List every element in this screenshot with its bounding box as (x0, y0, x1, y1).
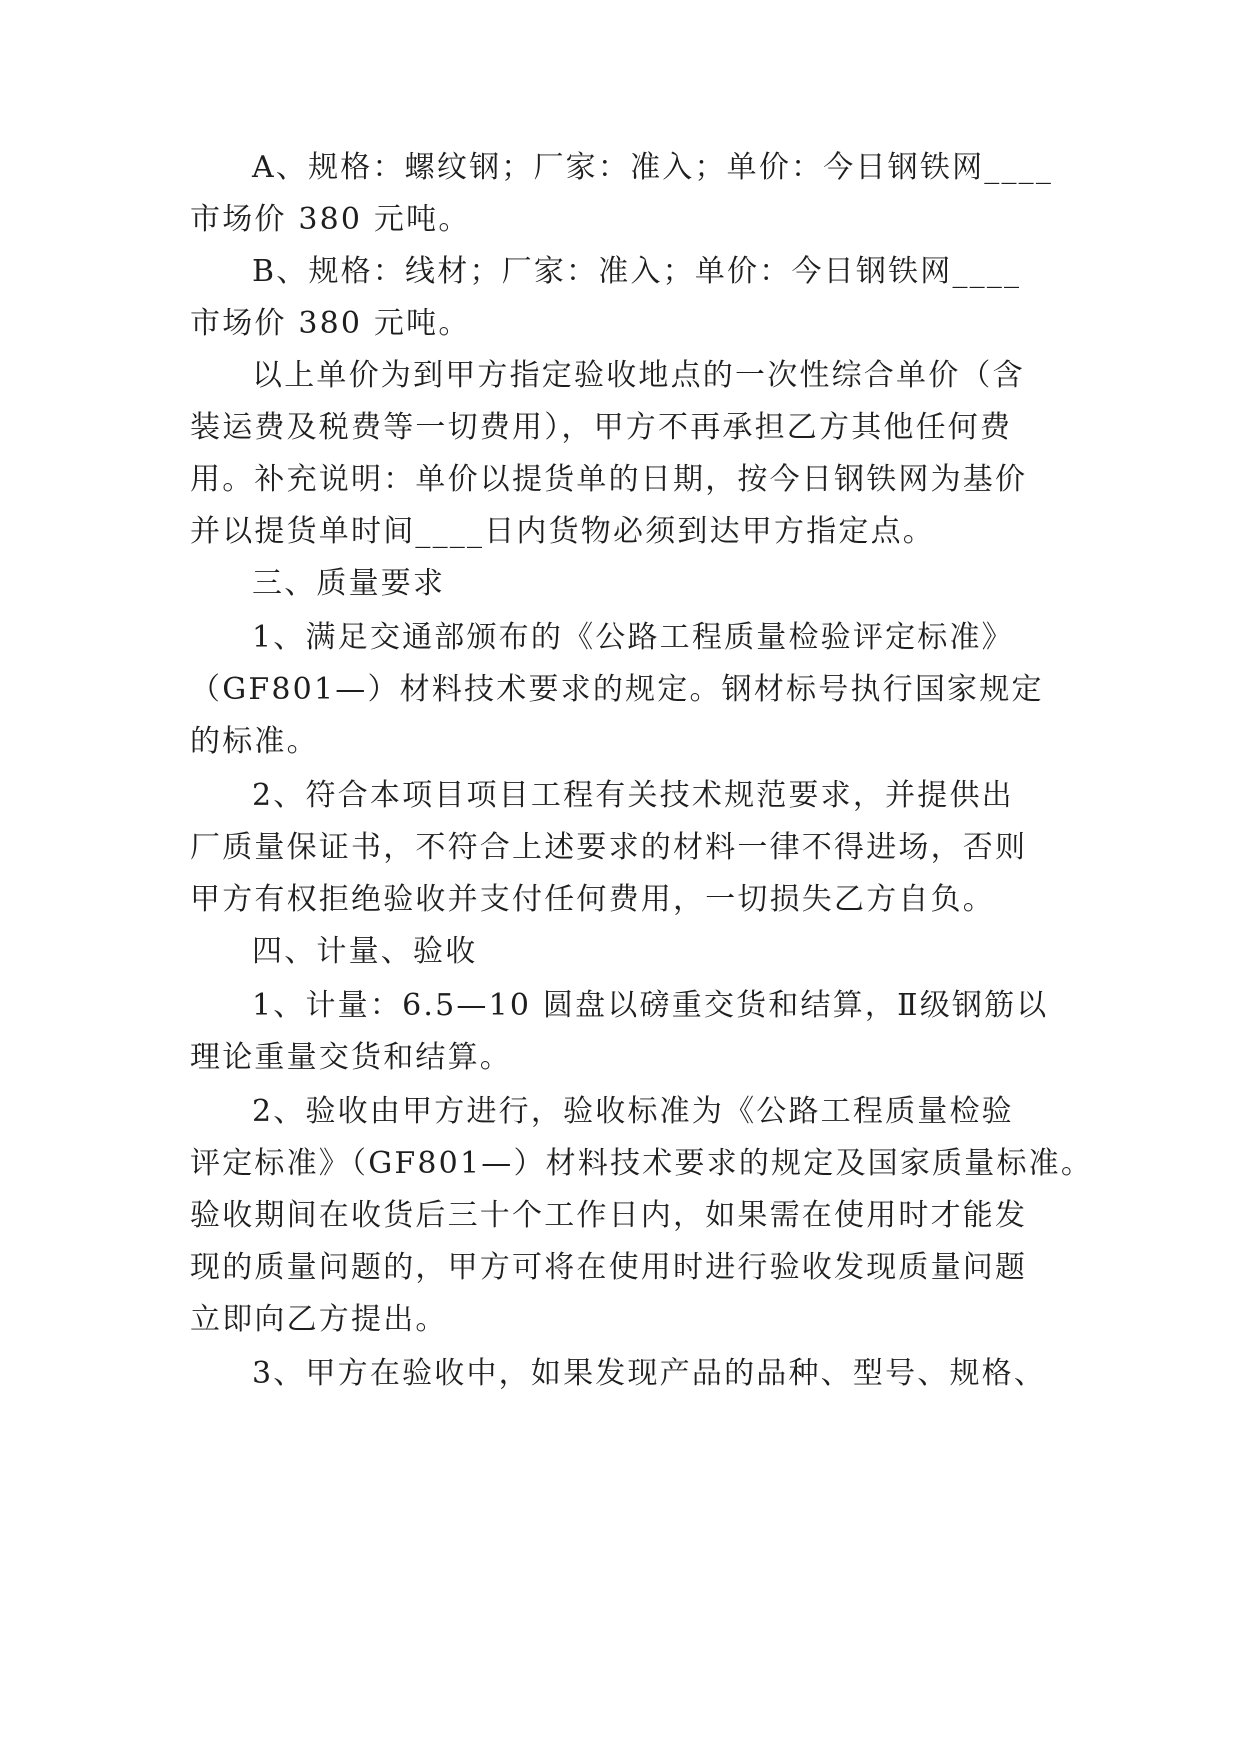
text-line: 1、满足交通部颁布的《公路工程质量检验评定标准》 (252, 620, 1014, 655)
text-line: 1、计量：6.5—10 圆盘以磅重交货和结算，Ⅱ级钢筋以 (252, 988, 1049, 1023)
text-line: 现的质量问题的，甲方可将在使用时进行验收发现质量问题 (190, 1250, 1028, 1285)
section-heading: 四、计量、验收 (252, 934, 478, 969)
section-heading: 三、质量要求 (252, 566, 446, 601)
text-line: 立即向乙方提出。 (190, 1302, 448, 1337)
text-line: 装运费及税费等一切费用），甲方不再承担乙方其他任何费 (190, 410, 1013, 445)
text-line: 2、验收由甲方进行，验收标准为《公路工程质量检验 (252, 1094, 1014, 1129)
text-line: （GF801—）材料技术要求的规定。钢材标号执行国家规定 (190, 672, 1044, 707)
text-line: 市场价 380 元吨。 (190, 306, 471, 341)
text-line: 并以提货单时间____日内货物必须到达甲方指定点。 (190, 514, 935, 549)
text-line: 理论重量交货和结算。 (190, 1040, 512, 1075)
text-line: 3、甲方在验收中，如果发现产品的品种、型号、规格、 (252, 1356, 1047, 1391)
text-line: 的标准。 (190, 724, 319, 759)
text-line: 2、符合本项目项目工程有关技术规范要求，并提供出 (252, 778, 1014, 813)
text-line: 用。补充说明：单价以提货单的日期，按今日钢铁网为基价 (190, 462, 1028, 497)
text-line: 甲方有权拒绝验收并支付任何费用，一切损失乙方自负。 (190, 882, 995, 917)
text-line: 验收期间在收货后三十个工作日内，如果需在使用时才能发 (190, 1198, 1028, 1233)
text-line: 厂质量保证书，不符合上述要求的材料一律不得进场，否则 (190, 830, 1028, 865)
text-line: B、规格：线材；厂家：准入；单价：今日钢铁网____ (252, 254, 1022, 289)
text-line: 评定标准》（GF801—）材料技术要求的规定及国家质量标准。 (190, 1146, 1094, 1181)
text-line: A、规格：螺纹钢；厂家：准入；单价：今日钢铁网____ (252, 150, 1054, 185)
text-line: 市场价 380 元吨。 (190, 202, 471, 237)
text-line: 以上单价为到甲方指定验收地点的一次性综合单价（含 (252, 358, 1025, 393)
